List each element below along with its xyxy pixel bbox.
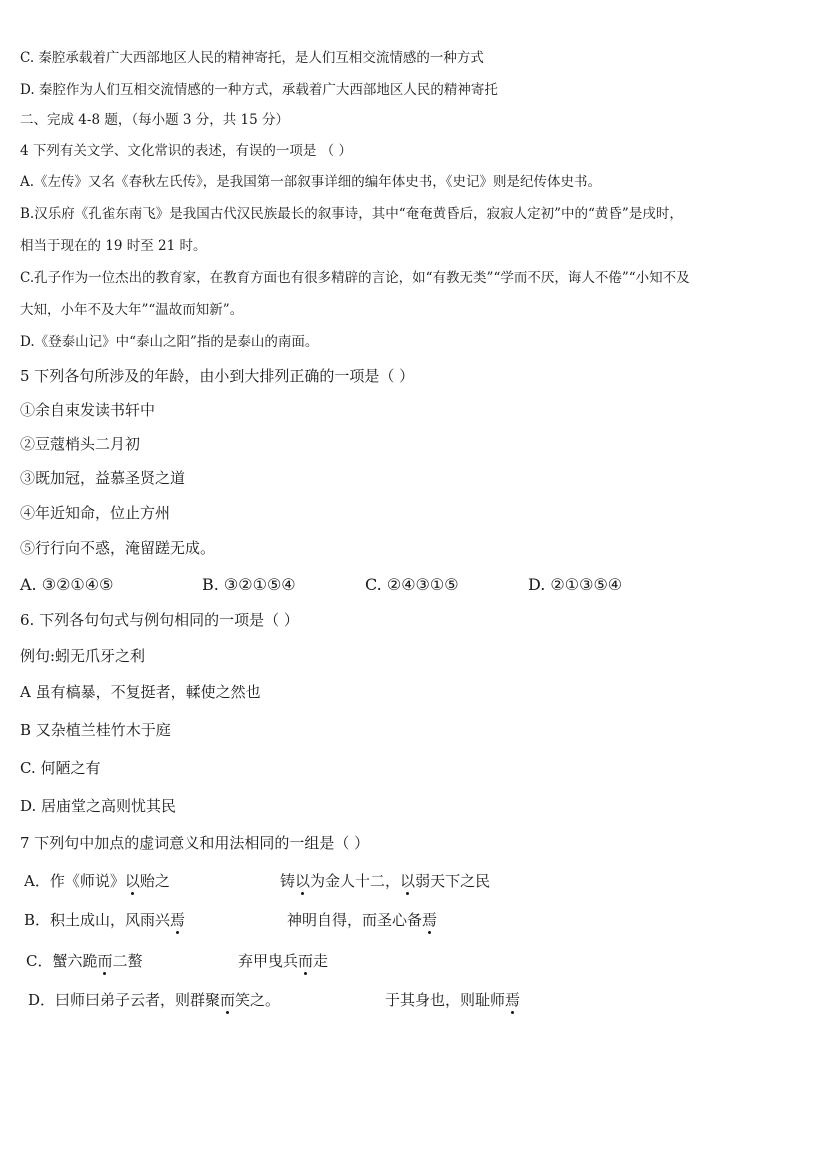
q7a-left-text2: 贻之 [139,872,170,890]
question-4-option-b-line1: B.汉乐府《孔雀东南飞》是我国古代汉民族最长的叙事诗，其中“奄奄黄昏后，寂寂人定初”中的“黄昏”是戌时， [20,206,683,222]
question-4-option-a: A.《左传》又名《春秋左氏传》，是我国第一部叙事详细的编年体史书，《史记》则是纪传体史书。 [20,174,602,190]
question-6-option-c: C. 何陋之有 [20,759,101,777]
q7c-left-text: C．蟹六跪 [26,952,98,970]
question-4-option-d: D.《登泰山记》中“泰山之阳”指的是泰山的南面。 [20,334,319,350]
question-4-option-c-line2: 大知，小年不及大年”“温故而知新”。 [20,302,244,318]
q7d-left-dotted: 而 [220,991,236,1009]
question-7-option-d-left [28,991,280,1009]
question-6-option-d: D. 居庙堂之高则忧其民 [20,797,177,815]
q7b-right-dotted: 焉 [422,911,438,929]
question-5-item-5: ⑤行行向不惑，淹留蹉无成。 [20,539,216,557]
question-5-options [20,575,800,597]
question-7-option-c-left [26,952,143,970]
question-7-option-b-left [24,911,185,929]
q7a-right-text3: 弱天下之民 [415,872,491,890]
question-5-item-1: ①余自束发读书轩中 [20,401,156,419]
option-d-q3: D. 秦腔作为人们互相交流情感的一种方式，承载着广大西部地区人民的精神寄托 [20,82,498,98]
q7d-right-dotted: 焉 [505,991,521,1009]
q7b-left-text: B．积土成山，风雨兴 [24,911,171,929]
question-7-option-a-left [24,872,170,890]
q7d-left-text2: 笑之。 [235,991,281,1009]
q7b-left-dotted: 焉 [170,911,186,929]
q7c-right-text2: 走 [313,952,329,970]
q7a-right-text: 铸 [280,872,296,890]
question-5-option-d: D. ②①③⑤④ [528,575,623,594]
q7d-right-text: 于其身也，则耻师 [385,991,506,1009]
question-6-option-a: A 虽有槁暴，不复挺者，輮使之然也 [20,683,261,701]
q7a-right-dotted2: 以 [400,872,416,890]
q7c-right-text: 弃甲曳兵 [238,952,299,970]
question-6-stem: 6. 下列各句句式与例句相同的一项是（ ） [20,611,299,629]
question-6-example: 例句:蚓无爪牙之利 [20,647,146,665]
question-7-option-d-right [385,991,520,1009]
section-heading: 二、完成 4-8 题，（每小题 3 分，共 15 分） [20,112,290,128]
q7c-right-dotted: 而 [298,952,314,970]
q7a-left-text: A．作《师说》 [24,872,125,890]
question-5-option-c: C. ②④③①⑤ [365,575,459,594]
q7b-right-text: 神明自得，而圣心备 [287,911,423,929]
question-5-item-2: ②豆蔻梢头二月初 [20,435,141,453]
q7d-left-text: D．曰师曰弟子云者，则群聚 [28,991,221,1009]
question-4-option-b-line2: 相当于现在的 19 时至 21 时。 [20,238,207,254]
question-5-option-b: B. ③②①⑤④ [202,575,296,594]
q7c-left-dotted: 而 [97,952,113,970]
question-7-stem: 7 下列句中加点的虚词意义和用法相同的一组是（ ） [20,834,370,852]
q7a-left-dotted: 以 [124,872,140,890]
option-c-q3: C. 秦腔承载着广大西部地区人民的精神寄托，是人们互相交流情感的一种方式 [20,50,484,66]
question-5-item-3: ③既加冠，益慕圣贤之道 [20,469,186,487]
q7a-right-text2: 为金人十二， [310,872,401,890]
question-7-option-b-right [287,911,437,929]
question-5-option-a: A. ③②①④⑤ [20,575,114,594]
question-6-option-b: B 又杂植兰桂竹木于庭 [20,721,171,739]
q7c-left-text2: 二螯 [112,952,143,970]
question-5-item-4: ④年近知命，位止方州 [20,504,171,522]
question-7-option-c-right [238,952,328,970]
q7a-right-dotted: 以 [295,872,311,890]
question-7-option-a-right [280,872,490,890]
question-4-stem: 4 下列有关文学、文化常识的表述，有误的一项是 （ ） [20,143,352,159]
question-4-option-c-line1: C.孔子作为一位杰出的教育家，在教育方面也有很多精辟的言论，如“有教无类”“学而不厌，诲人不倦”“小知不及 [20,270,690,286]
question-5-stem: 5 下列各句所涉及的年龄，由小到大排列正确的一项是（ ） [20,367,415,385]
